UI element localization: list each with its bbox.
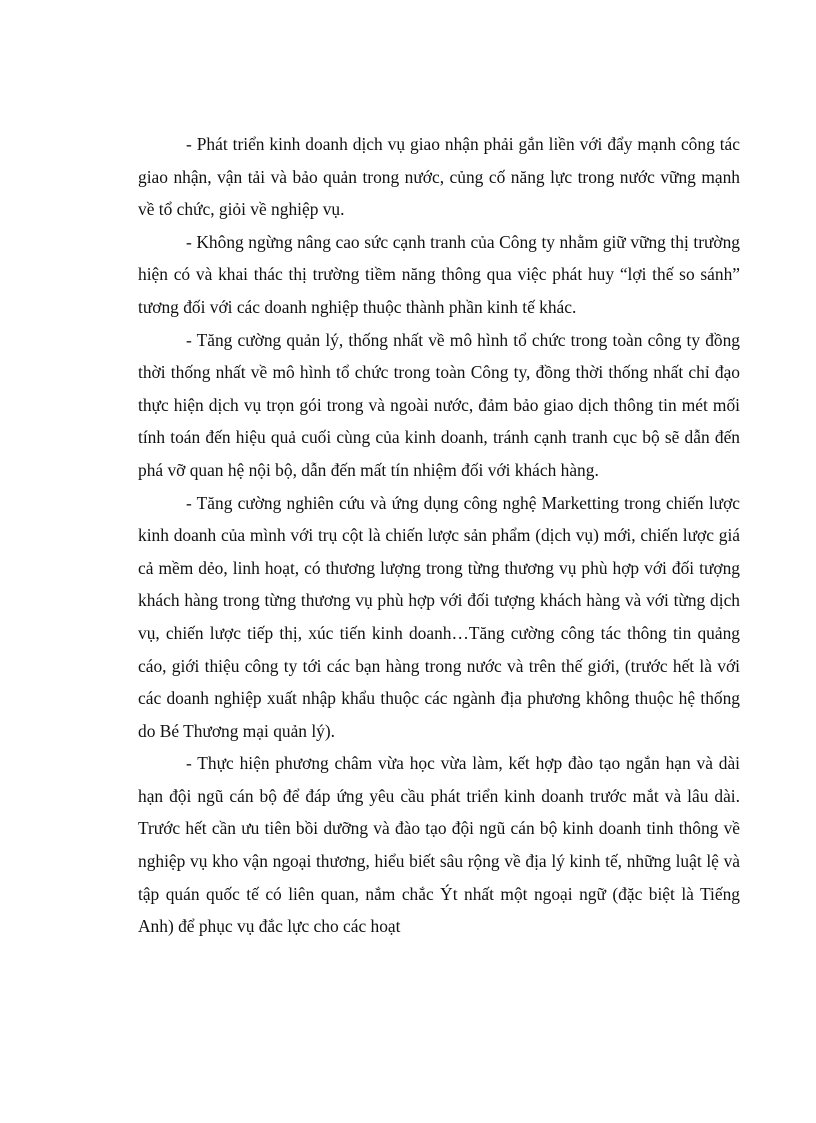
- paragraph-competitiveness: - Không ngừng nâng cao sức cạnh tranh của Công ty nhằm giữ vững thị trường hiện có và khai thác thị trường tiềm năng thông qua việc phát huy “lợi thế so sánh” tương đối với các doanh nghiệp thuộc thành phần kinh tế khác.: [138, 231, 740, 317]
- paragraph-staff-training: - Thực hiện phương châm vừa học vừa làm, kết hợp đào tạo ngắn hạn và dài hạn đội ngũ cán bộ để đáp ứng yêu cầu phát triển kinh doanh trước mắt và lâu dài. Trước hết cần ưu tiên bồi dưỡng và đào tạo đội ngũ cán bộ kinh doanh tinh thông về nghiệp vụ kho vận ngoại thương, hiểu biết sâu rộng về địa lý kinh tế, những luật lệ và tập quán quốc tế có liên quan, nắm chắc Ýt nhất một ngoại ngữ (đặc biệt là Tiếng Anh) để phục vụ đắc lực cho các hoạt: [138, 753, 740, 937]
- paragraph-management-unification: - Tăng cường quản lý, thống nhất về mô hình tổ chức trong toàn công ty đồng thời thống nhất về mô hình tổ chức trong toàn Công ty, đồng thời thống nhất chỉ đạo thực hiện dịch vụ trọn gói trong và ngoài nước, đảm bảo giao dịch thông tin mét mối tính toán đến hiệu quả cuối cùng của kinh doanh, tránh cạnh tranh cục bộ sẽ dẫn đến phá vỡ quan hệ nội bộ, dẫn đến mất tín nhiệm đối với khách hàng.: [138, 329, 740, 480]
- document-page: [138, 128, 740, 943]
- paragraph-marketing-strategy: - Tăng cường nghiên cứu và ứng dụng công nghệ Marketting trong chiến lược kinh doanh của mình với trụ cột là chiến lược sản phẩm (dịch vụ) mới, chiến lược giá cả mềm dẻo, linh hoạt, có thương lượng trong từng thương vụ phù hợp với đối tượng khách hàng trong từng thương vụ phù hợp với đối tượng khách hàng và với từng dịch vụ, chiến lược tiếp thị, xúc tiến kinh doanh…Tăng cường công tác thông tin quảng cáo, giới thiệu công ty tới các bạn hàng trong nước và trên thế giới, (trước hết là với các doanh nghiệp xuất nhập khẩu thuộc các ngành địa phương không thuộc hệ thống do Bé Thương mại quản lý).: [138, 492, 740, 741]
- paragraph-business-development: - Phát triển kinh doanh dịch vụ giao nhận phải gắn liền với đẩy mạnh công tác giao nhận, vận tải và bảo quản trong nước, củng cố năng lực trong nước vững mạnh về tổ chức, giỏi về nghiệp vụ.: [138, 134, 740, 220]
